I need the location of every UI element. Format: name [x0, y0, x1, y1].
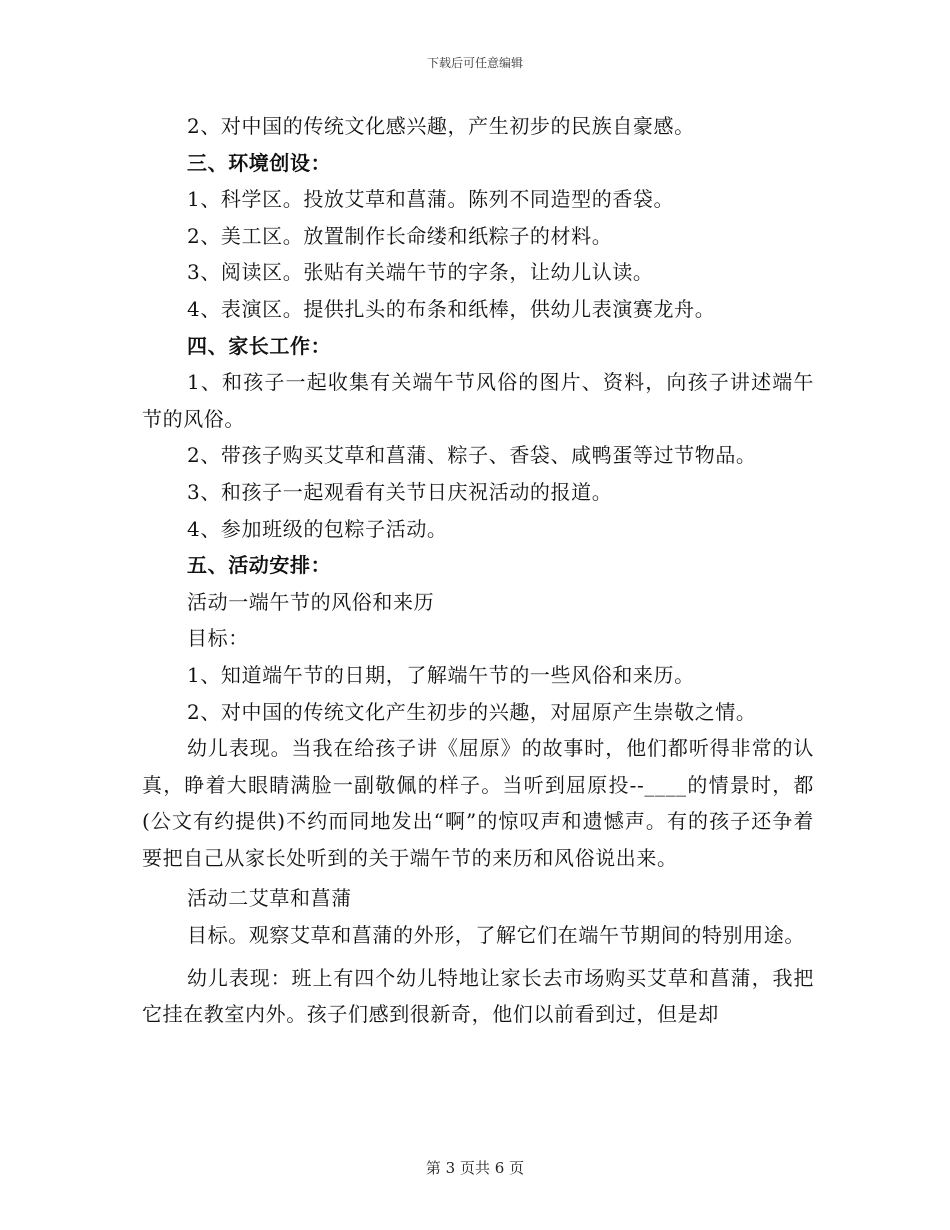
- page-footer: 第 3 页共 6 页: [425, 1159, 525, 1177]
- environment-item-1: 1、科学区。投放艾草和菖蒲。陈列不同造型的香袋。: [187, 187, 675, 212]
- activity-1-goal-label: 目标：: [187, 626, 249, 651]
- environment-item-3: 3、阅读区。张贴有关端午节的字条，让幼儿认读。: [187, 260, 654, 285]
- activity-1-goal-2: 2、对中国的传统文化产生初步的兴趣，对屈原产生崇敬之情。: [187, 699, 757, 724]
- goal-item-2: 2、对中国的传统文化感兴趣，产生初步的民族自豪感。: [187, 114, 695, 138]
- parents-item-1: 1、和孩子一起收集有关端午节风俗的图片、资料，向孩子讲述端午节的风俗。: [142, 370, 814, 431]
- section-heading-environment: 三、环境创设：: [187, 150, 332, 175]
- activity-2-title: 活动二艾草和菖蒲: [187, 886, 352, 911]
- section-heading-activities: 五、活动安排：: [187, 553, 332, 578]
- environment-item-2: 2、美工区。放置制作长命缕和纸粽子的材料。: [187, 223, 613, 248]
- parents-item-2: 2、带孩子购买艾草和菖蒲、粽子、香袋、咸鸭蛋等过节物品。: [187, 443, 757, 468]
- activity-1-goal-1: 1、知道端午节的日期，了解端午节的一些风俗和来历。: [187, 662, 695, 687]
- activity-2-goal: 目标。观察艾草和菖蒲的外形，了解它们在端午节期间的特别用途。: [187, 923, 805, 948]
- activity-2-observation: 幼儿表现：班上有四个幼儿特地让家长去市场购买艾草和菖蒲，我把它挂在教室内外。孩子们感到很新奇，他们以前看到过，但是却: [142, 965, 814, 1027]
- document-body: [142, 108, 814, 1033]
- parents-item-4: 4、参加班级的包粽子活动。: [187, 516, 448, 541]
- activity-1-observation: 幼儿表现。当我在给孩子讲《屈原》的故事时，他们都听得非常的认真，睁着大眼睛满脸一副敬佩的样子。当听到屈原投--____的情景时，都(公文有约提供)不约而同地发出“啊”的惊叹声和遗憾声。有的孩子还争着要把自己从家长处听到的关于端午节的来历和风俗说出来。: [142, 736, 814, 870]
- section-heading-parents: 四、家长工作：: [187, 333, 332, 358]
- parents-item-3: 3、和孩子一起观看有关节日庆祝活动的报道。: [187, 479, 613, 504]
- activity-1-title: 活动一端午节的风俗和来历: [187, 589, 435, 614]
- environment-item-4: 4、表演区。提供扎头的布条和纸棒，供幼儿表演赛龙舟。: [187, 296, 716, 321]
- page-header: 下载后可任意编辑: [426, 56, 523, 70]
